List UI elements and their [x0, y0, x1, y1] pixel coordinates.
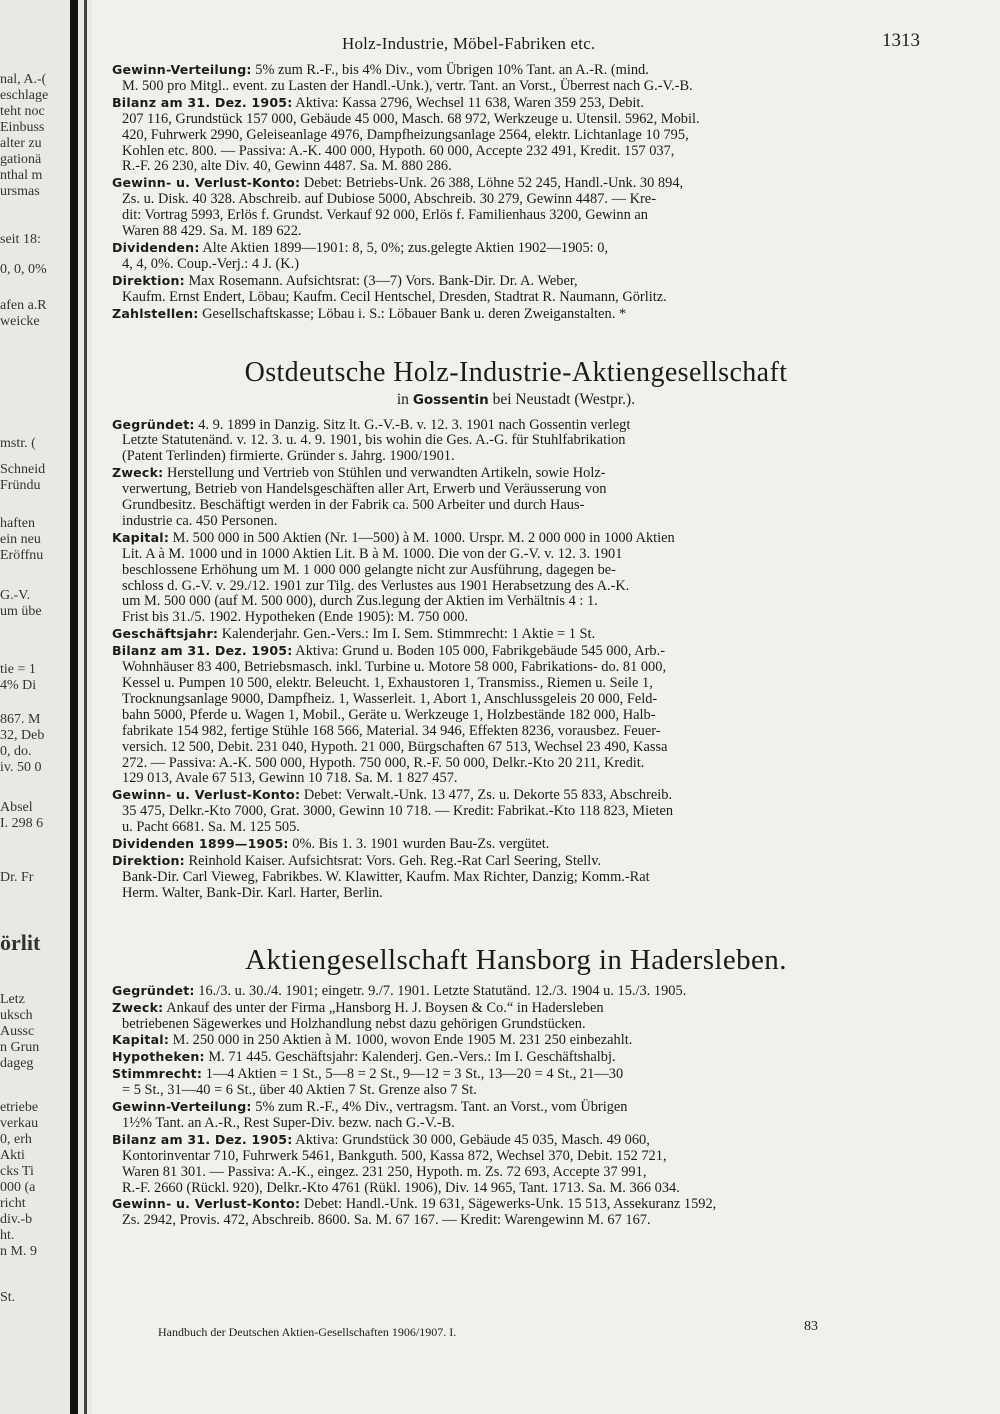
text-line [112, 676, 920, 692]
text-line [112, 771, 920, 787]
field-text: Max Rosemann. Aufsichtsrat: (3—7) Vors. Bank-Dir. Dr. A. Weber, [184, 272, 578, 289]
footer-signature-number: 83 [804, 1319, 818, 1334]
field-text: Waren 88 429. Sa. M. 189 622. [122, 223, 302, 240]
field-keyword: Gegründet: [112, 982, 195, 998]
text-line [112, 498, 920, 514]
gutter-text-fragment: verkau [0, 1116, 39, 1131]
field-text: Grundbesitz. Beschäftigt werden in der Fabrik ca. 500 Arbeiter und durch Haus- [122, 497, 585, 514]
field-text: Frist bis 31./5. 1902. Hypotheken (Ende 1905): M. 750 000. [122, 609, 469, 626]
location-place: Gossentin [412, 391, 489, 408]
section-ostdeutsche-entry [112, 417, 920, 902]
gutter-text-fragment: iv. 50 0 [0, 760, 42, 775]
field-text: Letzte Statutenänd. v. 12. 3. u. 4. 9. 1901, bis wohin die Ges. A.-G. für Stuhlfabrikation [122, 432, 626, 449]
text-line [112, 306, 920, 323]
gutter-text-fragment: haften [0, 516, 35, 531]
field-keyword: Bilanz am 31. Dez. 1905: [112, 1131, 293, 1147]
text-line [112, 756, 920, 772]
text-line [112, 1181, 920, 1197]
text-line [112, 273, 920, 290]
field-keyword: Direktion: [112, 272, 185, 288]
field-text: 4, 4, 0%. Coup.-Verj.: 4 J. (K.) [122, 255, 300, 272]
field-text: M. 500 pro Mitgl.. event. zu Lasten der Handl.-Unk.), vertr. Tant. an Vorst., Überrest nach G.-V.-B. [122, 77, 693, 94]
gutter-text-fragment: 32, Deb [0, 728, 45, 743]
gutter-text-fragment: weicke [0, 314, 40, 329]
location-suffix: bei Neustadt (Westpr.). [488, 390, 636, 408]
field-keyword: Zweck: [112, 465, 164, 481]
text-line [112, 144, 920, 160]
field-text: 129 013, Avale 67 513, Gewinn 10 718. Sa. M. 1 827 457. [122, 770, 458, 787]
gutter-text-fragment: dageg [0, 1056, 34, 1071]
gutter-text-fragment: Akti [0, 1148, 25, 1163]
field-text: R.-F. 2660 (Rückl. 920), Delkr.-Kto 4761 (Rükl. 1906), Div. 14 965, Tant. 1713. Sa. M. 366 034. [122, 1179, 680, 1196]
text-line [112, 257, 920, 273]
gutter-text-fragment: ht. [0, 1228, 15, 1243]
field-keyword: Bilanz am 31. Dez. 1905: [112, 643, 293, 659]
adjacent-page-margin [0, 0, 92, 1414]
text-line [112, 417, 920, 434]
text-line [112, 482, 920, 498]
gutter-text-fragment: Schneid [0, 462, 46, 477]
field-text: M. 250 000 in 250 Aktien à M. 1000, wovon Ende 1905 M. 231 250 einbezahlt. [169, 1032, 633, 1049]
field-text: Alte Aktien 1899—1901: 8, 5, 0%; zus.gelegte Aktien 1902—1905: 0, [199, 239, 609, 256]
text-line [112, 1165, 920, 1181]
text-line [112, 1000, 920, 1017]
text-line [112, 740, 920, 756]
gutter-text-fragment: uksch [0, 1008, 33, 1023]
field-keyword: Zahlstellen: [112, 305, 199, 321]
text-line [112, 1116, 920, 1132]
gutter-text-fragment: 000 (a [0, 1180, 36, 1195]
text-line [112, 95, 920, 112]
field-keyword: Gewinn- u. Verlust-Konto: [112, 787, 301, 803]
field-text: Debet: Betriebs-Unk. 26 388, Löhne 52 245, Handl.-Unk. 30 894, [300, 175, 684, 192]
field-text: Herm. Walter, Bank-Dir. Karl. Harter, Berlin. [122, 884, 383, 901]
field-text: Zs. u. Disk. 40 328. Abschreib. auf Dubiose 5000, Abschreib. 30 279, Gewinn 4487. — Kre- [122, 191, 656, 208]
company-heading-hansborg: Aktiengesellschaft Hansborg in Hadersleben. [245, 943, 787, 976]
text-line [112, 465, 920, 482]
section-hansborg-entry [112, 983, 920, 1230]
gutter-text-fragment: etriebe [0, 1100, 39, 1115]
field-text: u. Pacht 6681. Sa. M. 125 505. [122, 819, 300, 836]
text-line [112, 1099, 920, 1116]
field-text: 272. — Passiva: A.-K. 500 000, Hypoth. 750 000, R.-F. 50 000, Delkr.-Kto 20 211, Kredit. [122, 754, 645, 771]
text-line [112, 870, 920, 886]
text-line [112, 836, 920, 853]
field-text: Kohlen etc. 800. — Passiva: A.-K. 400 000, Hypoth. 60 000, Accepte 232 491, Kredit. 157 037, [122, 142, 675, 159]
text-line [112, 1049, 920, 1066]
text-line [112, 449, 920, 465]
running-title: Holz-Industrie, Möbel-Fabriken etc. [342, 34, 596, 53]
gutter-text-fragment: ein neu [0, 532, 41, 547]
text-line [112, 594, 920, 610]
text-line [112, 886, 920, 902]
gutter-text-fragment: cks Ti [0, 1164, 34, 1179]
field-text: Wohnhäuser 83 400, Betriebsmasch. inkl. Turbine u. Motore 58 000, Fabrikations- do. 81 000, [122, 659, 667, 676]
field-text: betriebenen Sägewerkes und Holzhandlung nebst dazu gehörigen Grundstücken. [122, 1015, 586, 1032]
text-line [112, 1066, 920, 1083]
field-text: M. 500 000 in 500 Aktien (Nr. 1—500) à M. 1000. Urspr. M. 2 000 000 in 1000 Aktien [169, 529, 675, 546]
field-text: M. 71 445. Geschäftsjahr: Kalenderj. Gen.-Vers.: Im I. Geschäftshalbj. [204, 1049, 616, 1066]
field-keyword: Gewinn-Verteilung: [112, 1099, 252, 1115]
field-text: Kalenderjahr. Gen.-Vers.: Im I. Sem. Stimmrecht: 1 Aktie = 1 St. [218, 626, 596, 643]
field-text: Ankauf des unter der Firma „Hansborg H. J. Boysen & Co.“ in Hadersleben [163, 999, 604, 1016]
field-text: Debet: Verwalt.-Unk. 13 477, Zs. u. Dekorte 55 833, Abschreib. [300, 787, 673, 804]
field-text: Reinhold Kaiser. Aufsichtsrat: Vors. Geh. Reg.-Rat Carl Seering, Stellv. [184, 852, 602, 869]
gutter-text-fragment: teht noc [0, 104, 45, 119]
field-text: Gesellschaftskasse; Löbau i. S.: Löbauer Bank u. deren Zweiganstalten. * [198, 305, 627, 322]
gutter-text-fragment: n Grun [0, 1040, 40, 1055]
text-line [112, 1083, 920, 1099]
location-prefix: in [396, 390, 413, 408]
page-footer [158, 1319, 818, 1340]
text-line [112, 175, 920, 192]
field-text: 4. 9. 1899 in Danzig. Sitz lt. G.-V.-B. v. 12. 3. 1901 nach Gossentin verlegt [194, 416, 631, 433]
field-text: 420, Fuhrwerk 2990, Geleiseanlage 4976, Dampfheizungsanlage 2564, elektr. Lichtanlage 10 795, [122, 126, 689, 143]
gutter-text-fragment: tie = 1 [0, 662, 36, 677]
field-keyword: Hypotheken: [112, 1049, 205, 1065]
text-line [112, 643, 920, 660]
gutter-text-fragment: alter zu [0, 136, 42, 151]
gutter-text-fragment: seit 18: [0, 232, 41, 247]
gutter-text-fragment: Eröffnu [0, 548, 44, 563]
field-text: 207 116, Grundstück 157 000, Gebäude 45 000, Masch. 68 972, Werkzeuge u. Utensil. 5962, Mobil. [122, 110, 700, 127]
gutter-text-fragment: 0, erh [0, 1132, 32, 1147]
company-heading-ostdeutsche: Ostdeutsche Holz-Industrie-Aktiengesellschaft [244, 356, 788, 388]
gutter-text-fragment: div.-b [0, 1212, 33, 1227]
field-keyword: Gewinn-Verteilung: [112, 62, 252, 77]
field-text: R.-F. 26 230, alte Div. 40, Gewinn 4487. Sa. M. 880 286. [122, 158, 452, 175]
field-text: 5% zum R.-F., 4% Div., vertragsm. Tant. an Vorst., vom Übrigen [251, 1099, 628, 1116]
gutter-text-fragment: mstr. ( [0, 436, 36, 451]
text-line [112, 983, 920, 1000]
text-line [112, 240, 920, 257]
field-keyword: Dividenden 1899—1905: [112, 836, 289, 852]
field-text: Bank-Dir. Carl Vieweg, Fabrikbes. W. Klawitter, Kaufm. Max Richter, Danzig; Komm.-Rat [122, 868, 650, 885]
field-text: Debet: Handl.-Unk. 19 631, Sägewerks-Unk. 15 513, Assekuranz 1592, [300, 1196, 717, 1213]
field-keyword: Gewinn- u. Verlust-Konto: [112, 1196, 301, 1212]
gutter-text-fragment: um übe [0, 604, 42, 619]
gutter-text-fragment: I. 298 6 [0, 816, 44, 831]
page-body [112, 22, 920, 1229]
gutter-text-fragment: Einbuss [0, 120, 45, 135]
page-number: 1313 [882, 30, 920, 51]
field-text: versich. 12 500, Debit. 231 040, Hypoth. 21 000, Bürgschaften 67 513, Wechsel 23 490, Kassa [122, 738, 668, 755]
gutter-text-fragment: afen a.R [0, 298, 47, 313]
text-line [112, 804, 920, 820]
text-line [112, 626, 920, 643]
field-text: Kaufm. Ernst Endert, Löbau; Kaufm. Cecil Hentschel, Dresden, Stadtrat R. Naumann, Görlitz. [122, 288, 667, 305]
text-line [112, 820, 920, 836]
field-text: Aktiva: Kassa 2796, Wechsel 11 638, Waren 359 253, Debit. [292, 94, 645, 111]
running-header [112, 22, 920, 62]
gutter-text-fragment: St. [0, 1290, 16, 1305]
field-text: Aktiva: Grundstück 30 000, Gebäude 45 035, Masch. 49 060, [292, 1131, 650, 1148]
field-text: bahn 5000, Pferde u. Wagen 1, Mobil., Geräte u. Werkzeuge 1, Holzbestände 182 000, Halb- [122, 706, 656, 723]
text-line [112, 660, 920, 676]
text-line [112, 708, 920, 724]
field-text: verwertung, Betrieb von Handelsgeschäften aller Art, Erwerb und Veräusserung von [122, 481, 607, 498]
text-line [112, 159, 920, 175]
gutter-text-fragment: 0, do. [0, 744, 32, 759]
gutter-text-fragment: 4% Di [0, 678, 37, 693]
field-keyword: Stimmrecht: [112, 1066, 203, 1082]
gutter-text-fragment: nal, A.-( [0, 72, 47, 87]
field-text: = 5 St., 31—40 = 6 St., über 40 Aktien 7 St. Grenze also 7 St. [122, 1082, 477, 1099]
text-line [112, 290, 920, 306]
text-line [112, 547, 920, 563]
book-spine-shadow [70, 0, 78, 1414]
field-keyword: Kapital: [112, 1032, 170, 1048]
gutter-text-fragment: ursmas [0, 184, 40, 199]
gutter-text-fragment: Aussc [0, 1024, 35, 1039]
text-line [112, 579, 920, 595]
gutter-text-fragment: n M. 9 [0, 1244, 37, 1259]
gutter-text-fragment: gationä [0, 152, 42, 167]
text-line [112, 514, 920, 530]
field-keyword: Gegründet: [112, 416, 195, 432]
gutter-text-fragment: Letz [0, 992, 25, 1007]
gutter-text-fragment: Absel [0, 800, 33, 815]
gutter-text-fragment: richt [0, 1196, 26, 1211]
field-text: 1—4 Aktien = 1 St., 5—8 = 2 St., 9—12 = 3 St., 13—20 = 4 St., 21—30 [202, 1066, 624, 1083]
field-text: Lit. A à M. 1000 und in 1000 Aktien Lit. B à M. 1000. Die von der G.-V. v. 12. 3. 1901 [122, 545, 623, 562]
text-line [112, 724, 920, 740]
text-line [112, 128, 920, 144]
gutter-text-fragment: G.-V. [0, 588, 31, 603]
gutter-text-fragment: 0, 0, 0% [0, 262, 47, 277]
company-location [112, 391, 920, 409]
field-text: schloss d. G.-V. v. 29./12. 1901 zur Tilg. des Verlustes aus 1901 Herabsetzung des A.-K. [122, 577, 630, 594]
field-keyword: Gewinn- u. Verlust-Konto: [112, 175, 301, 191]
text-line [112, 1017, 920, 1033]
text-line [112, 1149, 920, 1165]
text-line [112, 692, 920, 708]
field-keyword: Geschäftsjahr: [112, 626, 219, 642]
text-line [112, 192, 920, 208]
field-text: Kontorinventar 710, Fuhrwerk 5461, Bankguth. 500, Kassa 872, Wechsel 370, Debit. 152 721, [122, 1147, 667, 1164]
field-keyword: Dividenden: [112, 239, 200, 255]
gutter-text-fragment: örlit [0, 930, 41, 955]
field-text: 16./3. u. 30./4. 1901; eingetr. 9./7. 1901. Letzte Statutänd. 12./3. 1904 u. 15./3. 1905. [194, 982, 687, 999]
text-line [112, 563, 920, 579]
field-text: Waren 81 301. — Passiva: A.-K., eingez. 231 250, Hypoth. m. Zs. 72 693, Accepte 37 991, [122, 1163, 647, 1180]
field-text: dit: Vortrag 5993, Erlös f. Grundst. Verkauf 92 000, Erlös f. Familienhaus 3200, Gewinn an [122, 207, 648, 224]
field-text: 1½% Tant. an A.-R., Rest Super-Div. bezw. nach G.-V.-B. [122, 1114, 455, 1131]
field-text: um M. 500 000 (auf M. 500 000), durch Zus.legung der Aktien im Verhältnis 4 : 1. [122, 593, 598, 610]
text-line [112, 610, 920, 626]
field-text: Aktiva: Grund u. Boden 105 000, Fabrikgebäude 545 000, Arb.- [292, 643, 666, 660]
text-line [112, 62, 920, 79]
text-line [112, 208, 920, 224]
text-line [112, 1132, 920, 1149]
gutter-text-fragment: Dr. Fr [0, 870, 34, 885]
field-text: (Patent Terlinden) firmierte. Gründer s. Jahrg. 1900/1901. [122, 448, 455, 465]
field-text: Herstellung und Vertrieb von Stühlen und verwandten Artikeln, sowie Holz- [163, 465, 606, 482]
field-text: Kessel u. Pumpen 10 500, elektr. Beleucht. 1, Exhaustoren 1, Transmiss., Riemen u. Seile 1, [122, 675, 653, 691]
text-line [112, 530, 920, 547]
field-keyword: Kapital: [112, 529, 170, 545]
field-text: Trocknungsanlage 9000, Dampfheiz. 1, Wasserleit. 1, Abort 1, Anschlussgeleis 20 000, Feld- [122, 690, 658, 707]
gutter-text-fragment: 867. M [0, 712, 41, 727]
field-keyword: Direktion: [112, 852, 185, 868]
gutter-text-fragment: Fründu [0, 478, 41, 493]
field-keyword: Bilanz am 31. Dez. 1905: [112, 94, 293, 110]
text-line [112, 112, 920, 128]
gutter-text-fragment: nthal m [0, 168, 43, 183]
field-text: Zs. 2942, Provis. 472, Abschreib. 8600. Sa. M. 67 167. — Kredit: Warengewinn M. 67 167. [122, 1212, 651, 1229]
gutter-text-fragment: eschlage [0, 88, 49, 103]
book-spine-edge [84, 0, 87, 1414]
text-line [112, 1196, 920, 1213]
text-line [112, 433, 920, 449]
section-continued-entry [112, 62, 920, 323]
field-text: 35 475, Delkr.-Kto 7000, Grat. 3000, Gewinn 10 718. — Kredit: Fabrikat.-Kto 118 823, Mieten [122, 803, 674, 820]
field-text: industrie ca. 450 Personen. [122, 512, 278, 529]
text-line [112, 79, 920, 95]
field-keyword: Zweck: [112, 999, 164, 1015]
field-text: 5% zum R.-F., bis 4% Div., vom Übrigen 10% Tant. an A.-R. (mind. [251, 62, 649, 78]
footer-text: Handbuch der Deutschen Aktien-Gesellschaften 1906/1907. I. [158, 1325, 457, 1339]
text-line [112, 853, 920, 870]
text-line [112, 1032, 920, 1049]
text-line [112, 1213, 920, 1229]
text-line [112, 224, 920, 240]
field-text: fabrikate 154 982, fertige Stühle 168 566, Material. 34 946, Effekten 8236, vorausbez. Feuer- [122, 722, 661, 739]
text-line [112, 787, 920, 804]
field-text: 0%. Bis 1. 3. 1901 wurden Bau-Zs. vergütet. [288, 836, 550, 853]
field-text: beschlossene Erhöhung um M. 1 000 000 gelangte nicht zur Ausführung, dagegen be- [122, 561, 616, 578]
